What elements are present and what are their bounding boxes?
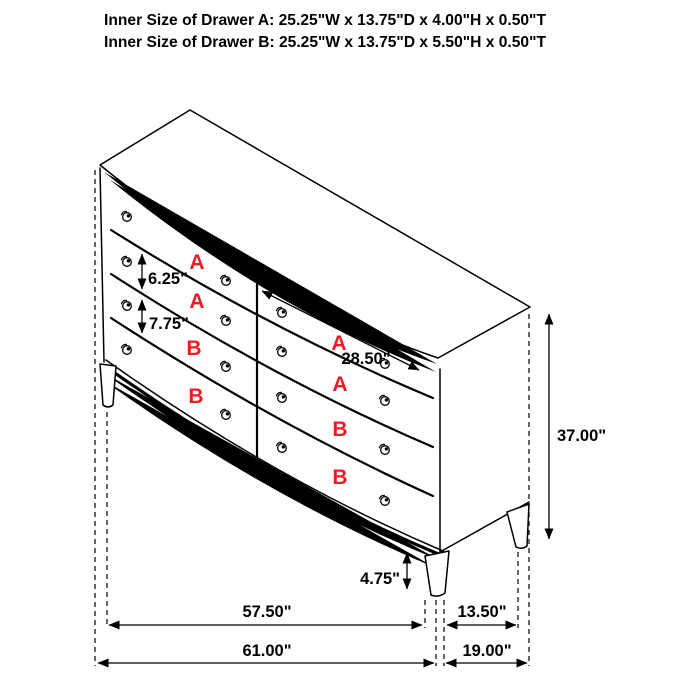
- dimension-overall-depth: 19.00": [462, 642, 512, 660]
- header-drawer-a-spec: Inner Size of Drawer A: 25.25"W x 13.75"D x 4.00"H x 0.50"T: [104, 12, 547, 29]
- dimension-drawer-a-height: 6.25": [148, 270, 188, 288]
- drawer-row1-divider-line: [111, 230, 433, 398]
- dimension-overall-height: 37.00": [557, 427, 607, 445]
- dimension-width-between-legs: 57.50": [242, 603, 292, 621]
- back-right-leg: [507, 504, 529, 548]
- front-right-leg: [425, 551, 449, 596]
- left-drawer1-label: A: [189, 251, 205, 274]
- front-left-leg: [100, 364, 116, 407]
- right-drawer2-label: A: [332, 373, 348, 396]
- left-drawer4-label: B: [188, 385, 204, 408]
- left-drawer3-label: B: [186, 337, 202, 360]
- dimension-depth-between-legs: 13.50": [457, 603, 507, 621]
- right-drawer3-label: B: [332, 418, 348, 441]
- dimension-leg-height: 4.75": [360, 570, 400, 588]
- dresser-drawing: [100, 110, 531, 596]
- dimension-labels: [148, 270, 606, 660]
- header-drawer-b-spec: Inner Size of Drawer B: 25.25"W x 13.75"D x 5.50"H x 0.50"T: [104, 34, 547, 51]
- right-drawer4-label: B: [332, 466, 348, 489]
- dimension-overall-width: 61.00": [242, 642, 292, 660]
- dimension-section-width: 28.50": [341, 350, 391, 368]
- right-drawer1-label: A: [331, 332, 347, 355]
- left-drawer2-label: A: [189, 290, 205, 313]
- dimension-drawer-b-height: 7.75": [149, 315, 189, 333]
